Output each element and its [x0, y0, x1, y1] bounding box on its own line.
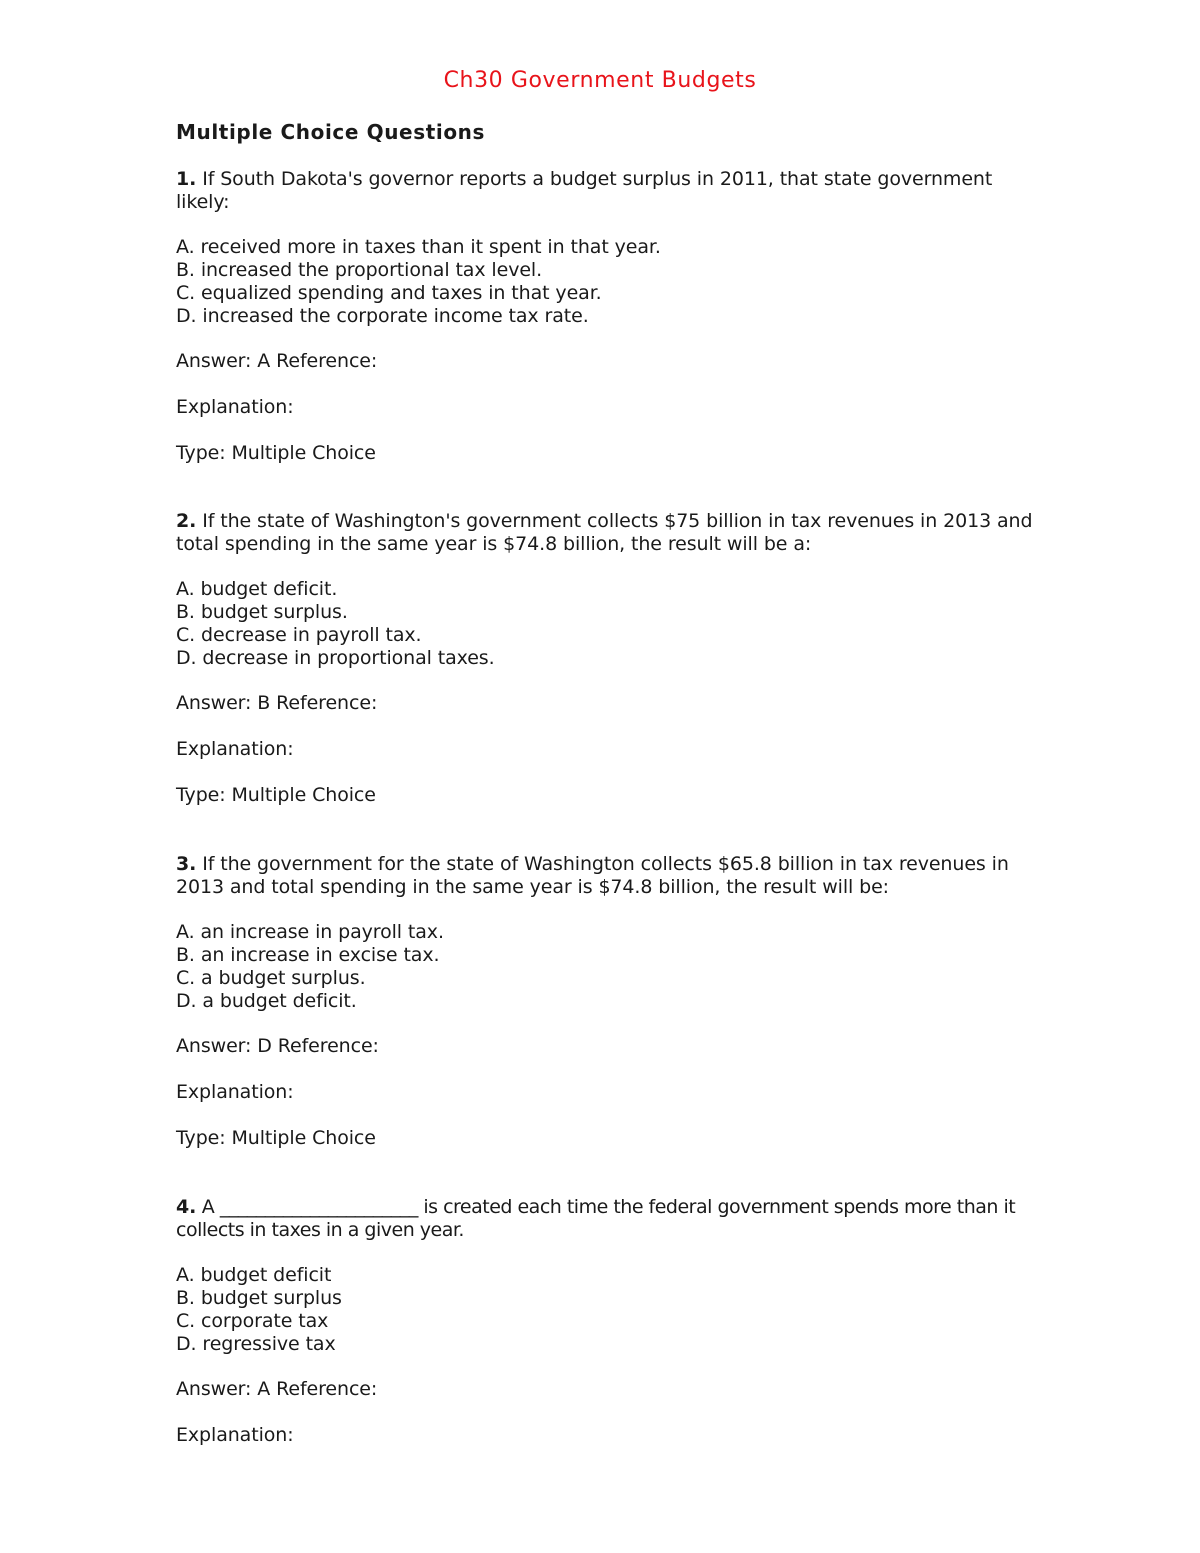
question-number: 3.	[176, 853, 197, 875]
option-c: C. a budget surplus.	[176, 967, 366, 989]
option-a: A. budget deficit.	[176, 578, 338, 600]
type-line: Type: Multiple Choice	[176, 784, 376, 806]
options-list	[176, 236, 1036, 328]
explanation-line: Explanation:	[176, 1081, 294, 1103]
answer-line: Answer: D Reference:	[176, 1035, 379, 1057]
section-heading: Multiple Choice Questions	[176, 120, 486, 144]
options-list	[176, 921, 1036, 1013]
option-d: D. regressive tax	[176, 1333, 336, 1355]
option-b: B. budget surplus.	[176, 601, 348, 623]
question-2	[176, 510, 1036, 807]
explanation-line: Explanation:	[176, 738, 294, 760]
question-3	[176, 853, 1036, 1150]
question-number: 4.	[176, 1196, 197, 1218]
question-1	[176, 168, 1036, 465]
option-c: C. corporate tax	[176, 1310, 329, 1332]
option-d: D. increased the corporate income tax rate.	[176, 305, 589, 327]
answer-line: Answer: A Reference:	[176, 1378, 378, 1400]
page-title: Ch30 Government Budgets	[443, 68, 757, 93]
option-a: A. received more in taxes than it spent in that year.	[176, 236, 661, 258]
type-line: Type: Multiple Choice	[176, 1127, 376, 1149]
question-stem	[176, 510, 1036, 556]
question-stem	[176, 853, 1036, 899]
type-line: Type: Multiple Choice	[176, 442, 376, 464]
question-text: A ______________________ is created each time the federal government spends more than it collects in taxes in a given year.	[176, 1196, 1016, 1241]
answer-line: Answer: A Reference:	[176, 350, 378, 372]
option-b: B. budget surplus	[176, 1287, 342, 1309]
option-d: D. decrease in proportional taxes.	[176, 647, 495, 669]
question-text: If South Dakota's governor reports a budget surplus in 2011, that state government likely:	[176, 168, 993, 213]
question-text: If the state of Washington's government collects $75 billion in tax revenues in 2013 and total spending in the same year is $74.8 billion, the result will be a:	[176, 510, 1033, 555]
options-list	[176, 1264, 1036, 1356]
options-list	[176, 578, 1036, 670]
option-a: A. budget deficit	[176, 1264, 332, 1286]
answer-line: Answer: B Reference:	[176, 692, 378, 714]
question-stem	[176, 1196, 1036, 1242]
option-a: A. an increase in payroll tax.	[176, 921, 444, 943]
option-c: C. decrease in payroll tax.	[176, 624, 422, 646]
question-text: If the government for the state of Washington collects $65.8 billion in tax revenues in 2013 and total spending in the same year is $74.8 billion, the result will be:	[176, 853, 1009, 898]
option-d: D. a budget deficit.	[176, 990, 357, 1012]
question-number: 2.	[176, 510, 197, 532]
option-b: B. an increase in excise tax.	[176, 944, 440, 966]
question-stem	[176, 168, 1036, 214]
explanation-line: Explanation:	[176, 396, 294, 418]
explanation-line: Explanation:	[176, 1424, 294, 1446]
question-4	[176, 1196, 1036, 1447]
question-number: 1.	[176, 168, 197, 190]
option-b: B. increased the proportional tax level.	[176, 259, 543, 281]
option-c: C. equalized spending and taxes in that year.	[176, 282, 602, 304]
